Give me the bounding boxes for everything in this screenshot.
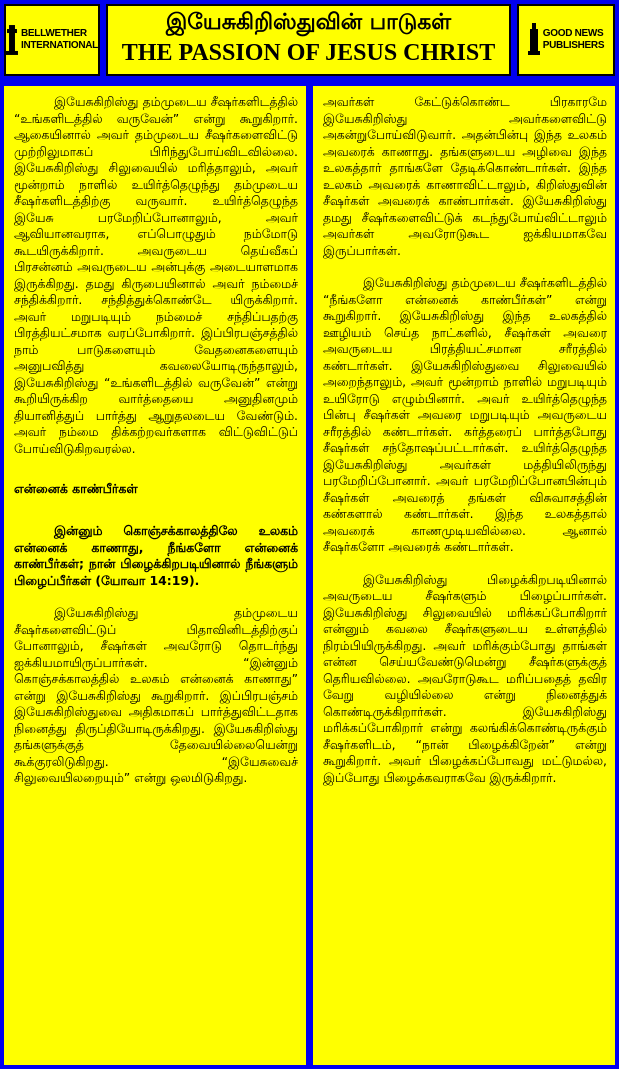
bellwether-logo-icon — [6, 23, 18, 57]
good-news-logo — [517, 4, 615, 76]
right-paragraph-3: இயேசுகிறிஸ்து பிழைக்கிறபடியினால் அவருடைய சீஷர்களும் பிழைப்பார்கள். இயேசுகிறிஸ்து சிலுவையில் மரிக்கப்போகிறார் என்னும் கவலை சீஷர்களுடைய உள்ளத்தில் நிரம்பியிருக்கிறது. அவர் மரிக்கும்போது தாங்கள் என்ன செய்யவேண்டுமென்று சீஷர்களுக்குத் தெரியவில்லை. அவரோடுகூட மரிப்பதைத் தவிர வேறு வழியில்லை என்று நினைத்துக் கொண்டிருக்கிறார்கள். இயேசுகிறிஸ்து மரிக்கப்போகிறார் என்று கலங்கிக்கொண்டிருக்கும் சீஷர்களிடம், “நான் பிழைக்கிறேன்” என்று கூறுகிறார். அவர் பிழைக்கப்போவது மட்டுமல்ல, இப்போது பிழைக்கவராகவே இருக்கிறார். — [323, 571, 607, 785]
left-column — [4, 86, 306, 1065]
bellwether-logo-line2: INTERNATIONAL — [20, 40, 98, 51]
scripture-verse: இன்னும் கொஞ்சக்காலத்திலே உலகம் என்னைக் காணாது, நீங்களோ என்னைக் காண்பீர்கள்; நான் பிழைக்கிறபடியினால் நீங்களும் பிழைப்பீர்கள் (யோவா 14:19). — [14, 523, 298, 588]
left-paragraph-2: இயேசுகிறிஸ்து தம்முடைய சீஷர்களைவிட்டுப் பிதாவினிடத்திற்குப் போனாலும், சீஷர்கள் அவரோடு தொடர்ந்து ஐக்கியமாயிருப்பார்கள். “இன்னும் கொஞ்சக்காலத்தில் உலகம் என்னைக் காணாது” என்று இயேசுகிறிஸ்து கூறுகிறார். இப்பிரபஞ்சம் இயேசுகிறிஸ்துவை அதிகமாகப் பார்த்துவிட்டதாக நினைத்து திருப்தியோடிருக்கிறது. இயேசுகிறிஸ்து தங்களுக்குத் தேவையில்லையென்று கூக்குரலிடுகிறது. “இயேசுவைச் சிலுவையிலறையும்” என்று ஒலமிடுகிறது. — [14, 605, 298, 785]
right-column — [313, 86, 615, 1065]
title-banner — [106, 4, 511, 76]
left-paragraph-1: இயேசுகிறிஸ்து தம்முடைய சீஷர்களிடத்தில் “உங்களிடத்தில் வருவேன்” என்று கூறுகிறார். ஆகையினால் அவர் தம்முடைய சீஷர்களைவிட்டு முற்றிலுமாகப் பிரிந்துபோய்விடவில்லை. இயேசுகிறிஸ்து சிலுவையில் மரித்தாலும், அவர் மூன்றாம் நாளில் உயிர்த்தெழுந்து தம்முடைய சீஷர்களிடத்திற்கு வருவார். உயிர்த்தெழுந்த இயேசு பரமேறிப்போனாலும், அவர் ஆவியானவராக, எப்பொழுதும் நம்மோடு கூடயிருக்கிறார். அவருடைய தெய்வீகப் பிரசன்னம் அவருடைய அன்புக்கு அடையாளமாக இருக்கிறது. தமது கிருபையினால் அவர் நம்மைச் சந்திக்கிறார். சந்தித்துக்கொண்டே யிருக்கிறார். அவர் மறுபடியும் நம்மைச் சந்திப்பதற்கு பிரத்தியட்சமாக வரப்போகிறார். இப்பிரபஞ்சத்தில் நாம் பாடுகளையும் வேதனைகளையும் அனுபவித்து கவலையோடிருந்தாலும், இயேசுகிறிஸ்து “உங்களிடத்தில் வருவேன்” என்று கூறியிருக்கிற வார்த்தையை அனுதினமும் தியானித்துப் பார்த்து ஆறுதலடைய வேண்டும். அவர் நம்மை திக்கற்றவர்களாக விட்டுவிட்டுப் போய்விடுகிறவரல்ல. — [14, 94, 298, 456]
good-news-logo-line1: GOOD NEWS — [542, 28, 604, 39]
section-heading: என்னைக் காண்பீர்கள் — [14, 481, 138, 496]
right-paragraph-2: இயேசுகிறிஸ்து தம்முடைய சீஷர்களிடத்தில் “நீங்களோ என்னைக் காண்பீர்கள்” என்று கூறுகிறார். இயேசுகிறிஸ்து இந்த உலகத்தில் ஊழியம் செய்த நாட்களில், சீஷர்கள் அவரை அவருடைய பிரத்தியட்சமான சரீரத்தில் கண்டார்கள். இயேசுகிறிஸ்துவை சிலுவையில் அறைந்தாலும், அவர் மூன்றாம் நாளில் மறுபடியும் உயிரோடு எழும்பினார். அவர் உயிர்த்தெழுந்த பின்பு சீஷர்கள் அவரை மறுபடியும் அவருடைய சரீரத்தில் கண்டார்கள். கர்த்தரைப் பார்த்தபோது சீஷர்கள் சந்தோஷப்பட்டார்கள். உயிர்த்தெழுந்த இயேசுகிறிஸ்து அவர்கள் மத்தியிலிருந்து பரமேறிப்போனார். அவர் பரமேறிப்போனபின்பும் சீஷர்கள் அவரைத் தங்கள் விசுவாசத்தின் கண்களால் கண்டார்கள். இந்த உலகத்தால் அவரைக் காணமுடியவில்லை. ஆனால் சீஷர்களோ அவரைக் கண்டார்கள். — [323, 275, 607, 554]
good-news-logo-line2: PUBLISHERS — [542, 40, 605, 51]
title-english: THE PASSION OF JESUS CHRIST — [121, 40, 496, 66]
bellwether-logo-line1: BELLWETHER — [20, 28, 87, 39]
title-tamil: இயேசுகிறிஸ்துவின் பாடுகள் — [165, 10, 452, 35]
right-paragraph-1: அவர்கள் கேட்டுக்கொண்ட பிரகாரமே இயேசுகிறிஸ்து அவர்களைவிட்டு அகன்றுபோய்விடுவார். அதன்பின்பு இந்த உலகம் அவரைக் காணாது. தங்களுடைய அழிவை இந்த உலகத்தார் தாங்களே தேடிக்கொண்டார்கள். இந்த உலகம் அவரைக் காணாவிட்டாலும், கிறிஸ்துவின் சீஷர்கள் அவரைக் காண்பார்கள். இயேசுகிறிஸ்து தமது சீஷர்களைவிட்டுக் கடந்துபோய்விட்டாலும் அவர்கள் அவரோடுகூட ஐக்கியமாகவே இருப்பார்கள். — [323, 94, 607, 258]
good-news-logo-icon — [528, 23, 540, 57]
bellwether-logo — [4, 4, 100, 76]
